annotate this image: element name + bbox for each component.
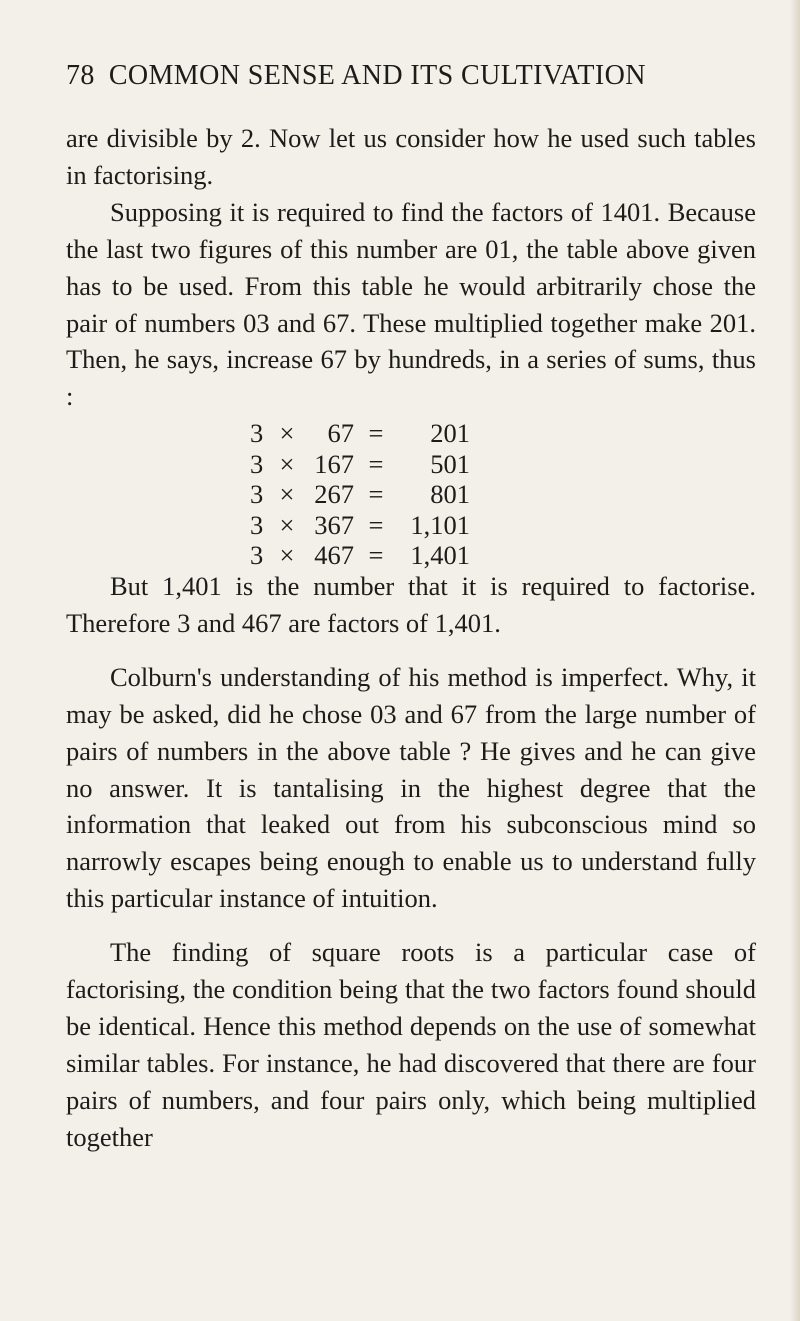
body-text-top xyxy=(66,120,756,415)
paragraph: Colburn's understanding of his method is imperfect. Why, it may be asked, did he chose 03 and 67 from the large number of pairs of numbers in the above table ? He gives and he can give no answer. It is tantalising in the highest degree that the information that leaked out from his subconscious mind so narrowly escapes being enough to enable us to understand fully this particular instance of intuition. xyxy=(66,661,756,914)
factor-b: 167 xyxy=(314,448,354,479)
times-sign: × xyxy=(279,509,295,540)
factor-a: 3 xyxy=(250,479,264,509)
page-number: 78 xyxy=(66,60,95,91)
paragraph: Supposing it is required to find the factors of 1401. Because the last two figures of this number are 01, the table above given has to be used. From this table he would arbitrarily chose the pair of numbers 03 and 67. These multiplied together make 201. Then, he says, increase 67 by hundreds, in a series of sums, thus : xyxy=(66,196,756,412)
factor-a: 3 xyxy=(250,418,264,448)
equals-sign: = xyxy=(368,540,384,570)
calc-row xyxy=(250,510,470,541)
times-sign: × xyxy=(279,540,295,570)
running-title: COMMON SENSE AND ITS CULTIVATION xyxy=(108,60,646,91)
product: 1,101 xyxy=(410,509,470,540)
factor-b: 467 xyxy=(314,540,354,570)
equals-sign: = xyxy=(368,448,384,479)
times-sign: × xyxy=(279,479,295,509)
multiplication-table xyxy=(250,418,470,571)
equals-sign: = xyxy=(368,509,384,540)
running-header xyxy=(66,60,646,92)
page-edge-shadow xyxy=(790,0,800,1321)
calc-row xyxy=(250,418,470,449)
product: 501 xyxy=(430,448,470,479)
product: 201 xyxy=(430,418,470,448)
equals-sign: = xyxy=(368,418,384,448)
factor-b: 267 xyxy=(314,479,354,509)
equals-sign: = xyxy=(368,479,384,509)
calc-row xyxy=(250,540,470,571)
factor-a: 3 xyxy=(250,540,264,570)
factor-a: 3 xyxy=(250,448,264,479)
product: 801 xyxy=(430,479,470,509)
paragraph: The finding of square roots is a particular case of factorising, the condition being that the two factors found should be identical. Hence this method depends on the use of somewhat similar tables. For instance, he had discovered that there are four pairs of numbers, and four pairs only, which being multiplied together xyxy=(66,937,756,1152)
factor-b: 367 xyxy=(314,509,354,540)
paragraph: But 1,401 is the number that it is required to factorise. Therefore 3 and 467 are factors of 1,401. xyxy=(66,571,756,638)
calc-row xyxy=(250,449,470,480)
paragraph: are divisible by 2. Now let us consider how he used such tables in factorising. xyxy=(66,123,756,190)
times-sign: × xyxy=(279,418,295,448)
body-text-bottom xyxy=(66,568,756,1156)
factor-b: 67 xyxy=(327,418,354,448)
product: 1,401 xyxy=(410,540,470,570)
factor-a: 3 xyxy=(250,509,264,540)
calc-row xyxy=(250,479,470,510)
times-sign: × xyxy=(279,448,295,479)
